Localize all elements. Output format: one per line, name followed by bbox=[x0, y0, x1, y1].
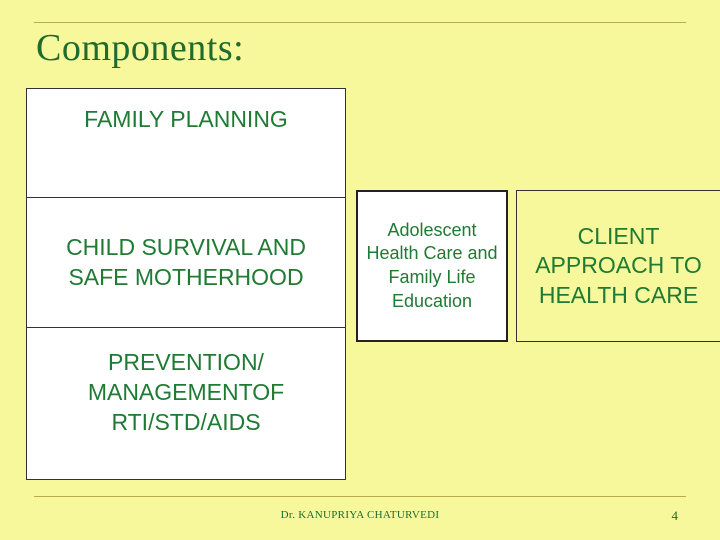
components-left-column bbox=[26, 88, 346, 480]
page-number: 4 bbox=[671, 508, 678, 523]
footer-author: Dr. KANUPRIYA CHATURVEDI bbox=[280, 509, 440, 521]
bottom-divider bbox=[34, 496, 686, 497]
component-box-client-approach: CLIENT APPROACH TO HEALTH CARE bbox=[516, 190, 720, 342]
component-box-adolescent-health: Adolescent Health Care and Family Life Education bbox=[356, 190, 508, 342]
page-title: Components: bbox=[36, 27, 245, 69]
top-divider bbox=[34, 22, 686, 23]
component-cell-child-survival: CHILD SURVIVAL AND SAFE MOTHERHOOD bbox=[27, 197, 345, 327]
component-cell-prevention: PREVENTION/ MANAGEMENTOF RTI/STD/AIDS bbox=[27, 327, 345, 481]
component-cell-family-planning: FAMILY PLANNING bbox=[84, 106, 288, 132]
